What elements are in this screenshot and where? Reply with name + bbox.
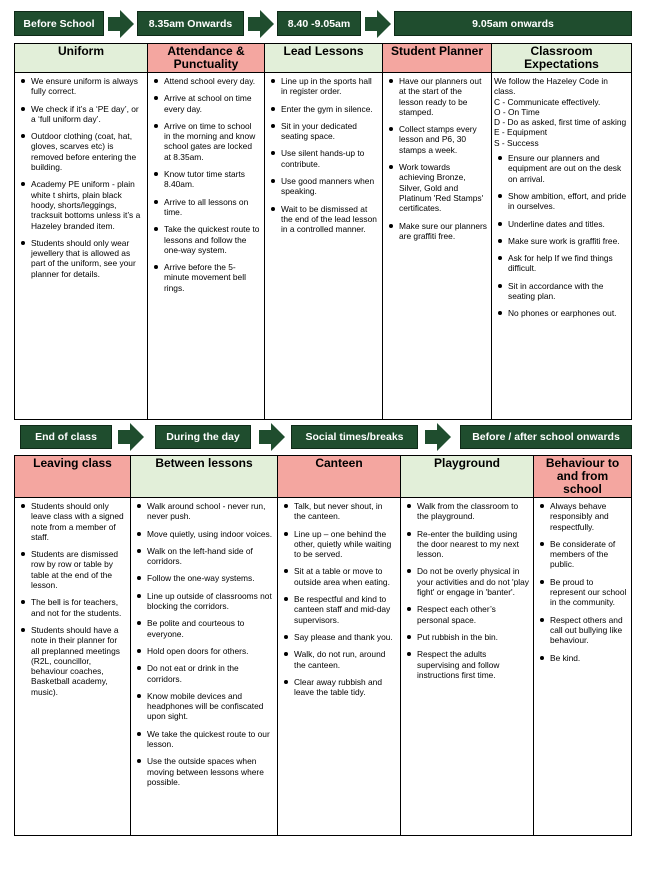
attendance-cell: [148, 73, 265, 420]
header-playground: Playground: [401, 456, 534, 498]
list-item: Sit at a table or move to outside area when eating.: [280, 566, 396, 587]
list-item: Do not be overly physical in your activities and do not 'play fight' or engage in 'banter'.: [403, 566, 529, 597]
list-item: Show ambition, effort, and pride in ourselves.: [494, 191, 627, 212]
list-item: Do not eat or drink in the corridors.: [133, 663, 273, 684]
header-lead-lessons: Lead Lessons: [265, 44, 383, 73]
list-item: We ensure uniform is always fully correct.: [17, 76, 143, 97]
list-item: Hold open doors for others.: [133, 646, 273, 656]
list-item: Walk on the left-hand side of corridors.: [133, 546, 273, 567]
list-item: Be respectful and kind to canteen staff and mid-day supervisors.: [280, 594, 396, 625]
list-item: Academy PE uniform - plain white t shirts, plain black hoody, shorts/leggings, tracksuit bottoms unless it’s a Hazeley branded item.: [17, 179, 143, 230]
list-item: Walk, do not run, around the canteen.: [280, 649, 396, 670]
list-item: No phones or earphones out.: [494, 308, 627, 318]
header-canteen: Canteen: [278, 456, 401, 498]
header-leaving-class: Leaving class: [15, 456, 131, 498]
list-item: Wait to be dismissed at the end of the lead lesson in a controlled manner.: [267, 204, 378, 235]
hazeley-code-line: C - Communicate effectively.: [494, 96, 601, 107]
hazeley-code-line: E - Equipment: [494, 127, 548, 138]
list-item: Work towards achieving Bronze, Silver, Gold and Platinum 'Red Stamps' certificates.: [385, 162, 487, 213]
list-item: Walk around school - never run, never push.: [133, 501, 273, 522]
list-item: Arrive on time to school in the morning and know school gates are locked at 8.35am.: [150, 121, 260, 162]
list-item: Line up – one behind the other, quietly while waiting to be served.: [280, 529, 396, 560]
list-item: Use the outside spaces when moving between lessons where possible.: [133, 756, 273, 787]
between-lessons-cell: [131, 498, 278, 836]
list-item: Underline dates and titles.: [494, 219, 627, 229]
list-item: Line up in the sports hall in register order.: [267, 76, 378, 97]
list-item: Students are dismissed row by row or table by table at the end of the lesson.: [17, 549, 126, 590]
classroom-cell: [492, 73, 632, 420]
list-item: Sit in your dedicated seating space.: [267, 121, 378, 142]
hazeley-code-line: We follow the Hazeley Code in class.: [494, 76, 608, 97]
list-item: Re-enter the building using the door nearest to my next lesson.: [403, 529, 529, 560]
lead-lessons-cell: [265, 73, 383, 420]
canteen-cell: [278, 498, 401, 836]
list-item: We take the quickest route to our lesson.: [133, 729, 273, 750]
list-item: Have our planners out at the start of the lesson ready to be stamped.: [385, 76, 487, 117]
list-item: Always behave responsibly and respectfully.: [536, 501, 627, 532]
list-item: Use silent hands-up to contribute.: [267, 148, 378, 169]
list-item: Talk, but never shout, in the canteen.: [280, 501, 396, 522]
list-item: Students should only leave class with a signed note from a member of staff.: [17, 501, 126, 542]
list-item: Make sure work is graffiti free.: [494, 236, 627, 246]
header-uniform: Uniform: [15, 44, 148, 73]
uniform-cell: [15, 73, 148, 420]
list-item: Clear away rubbish and leave the table tidy.: [280, 677, 396, 698]
hazeley-code-line: O - On Time: [494, 106, 540, 117]
playground-cell: [401, 498, 534, 836]
header-behaviour-to-from-school: Behaviour to and from school: [534, 456, 632, 498]
list-item: Enter the gym in silence.: [267, 104, 378, 114]
hazeley-code-line: D - Do as asked, first time of asking: [494, 117, 627, 128]
banner-840: 8.40 -9.05am: [277, 11, 361, 36]
leaving-class-cell: [15, 498, 131, 836]
list-item: The bell is for teachers, and not for the students.: [17, 597, 126, 618]
header-attendance: Attendance & Punctuality: [148, 44, 265, 73]
top-routines-table: [14, 43, 632, 420]
bottom-behaviour-table: [14, 455, 632, 836]
list-item: Sit in accordance with the seating plan.: [494, 281, 627, 302]
hazeley-code-line: S - Success: [494, 137, 539, 148]
list-item: Move quietly, using indoor voices.: [133, 529, 273, 539]
list-item: Collect stamps every lesson and P6, 30 stamps a week.: [385, 124, 487, 155]
list-item: Arrive at school on time every day.: [150, 93, 260, 114]
list-item: Follow the one-way systems.: [133, 573, 273, 583]
list-item: We check if it’s a ‘PE day’, or a ‘full uniform day’.: [17, 104, 143, 125]
banner-905: 9.05am onwards: [394, 11, 632, 36]
banner-before-after-school: Before / after school onwards: [460, 425, 632, 449]
banner-social-times: Social times/breaks: [291, 425, 418, 449]
list-item: Students should only wear jewellery that is allowed as part of the uniform, see your planner for details.: [17, 238, 143, 279]
list-item: Walk from the classroom to the playground.: [403, 501, 529, 522]
banner-during-the-day: During the day: [155, 425, 251, 449]
list-item: Attend school every day.: [150, 76, 260, 86]
list-item: Make sure our planners are graffiti free.: [385, 221, 487, 242]
banner-end-of-class: End of class: [20, 425, 112, 449]
list-item: Know tutor time starts 8.40am.: [150, 169, 260, 190]
list-item: Take the quickest route to lessons and follow the one-way system.: [150, 224, 260, 255]
list-item: Respect the adults supervising and follow instructions first time.: [403, 649, 529, 680]
list-item: Respect each other’s personal space.: [403, 604, 529, 625]
list-item: Be polite and courteous to everyone.: [133, 618, 273, 639]
list-item: Be kind.: [536, 653, 627, 663]
list-item: Say please and thank you.: [280, 632, 396, 642]
list-item: Outdoor clothing (coat, hat, gloves, scarves etc) is removed before entering the building.: [17, 131, 143, 172]
header-classroom-expectations: Classroom Expectations: [492, 44, 632, 73]
list-item: Students should have a note in their planner for all preplanned meetings (R2L, councillor, behaviour coaches, Basketball academy, music).: [17, 625, 126, 697]
header-student-planner: Student Planner: [383, 44, 492, 73]
list-item: Be considerate of members of the public.: [536, 539, 627, 570]
list-item: Know mobile devices and headphones will be confiscated upon sight.: [133, 691, 273, 722]
banner-835: 8.35am Onwards: [137, 11, 244, 36]
header-between-lessons: Between lessons: [131, 456, 278, 498]
list-item: Line up outside of classrooms not blocking the corridors.: [133, 591, 273, 612]
banner-before-school: Before School: [14, 11, 104, 36]
behaviour-cell: [534, 498, 632, 836]
list-item: Arrive before the 5-minute movement bell rings.: [150, 262, 260, 293]
list-item: Use good manners when speaking.: [267, 176, 378, 197]
list-item: Ensure our planners and equipment are out on the desk on arrival.: [494, 153, 627, 184]
list-item: Respect others and call out bullying like behaviour.: [536, 615, 627, 646]
list-item: Put rubbish in the bin.: [403, 632, 529, 642]
planner-cell: [383, 73, 492, 420]
list-item: Arrive to all lessons on time.: [150, 197, 260, 218]
list-item: Ask for help If we find things difficult.: [494, 253, 627, 274]
list-item: Be proud to represent our school in the community.: [536, 577, 627, 608]
